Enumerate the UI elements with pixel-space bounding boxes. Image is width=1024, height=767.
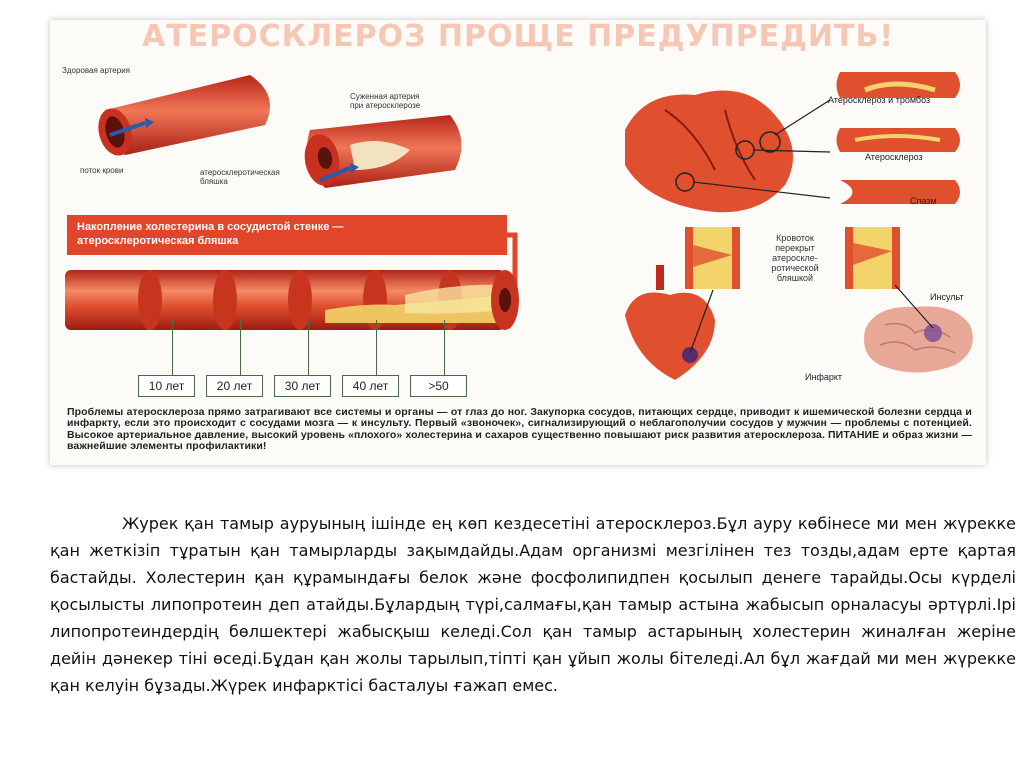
label-atherosclerosis: Атеросклероз (865, 152, 923, 162)
poster-title: АТЕРОСКЛЕРОЗ ПРОЩЕ ПРЕДУПРЕДИТЬ! (141, 20, 895, 54)
atherosclerosis-poster (50, 20, 986, 465)
poster-body-text: Проблемы атеросклероза прямо затрагивают все системы и органы — от глаз до ног. Закупорка сосудов, питающих сердце, приводит к ишемической болезни сердца и инфаркту, если это происходит с сосудами мозга — к инсульту. Первый «звоночек», сигнализирующий о неблагополучии сосудов у мужчин — проблемы с потенцией. Высокое артериальное давление, высокий уровень «плохого» холестерина и сахаров существенно повышают риск развития атеросклероза. ПИТАНИЕ и образ жизни — важнейшие элементы профилактики! (67, 406, 972, 453)
age-label: >50 (410, 375, 467, 397)
label-plaque: атеросклеротическая бляшка (200, 168, 280, 186)
age-label: 30 лет (274, 375, 331, 397)
age-connector (240, 320, 241, 376)
main-paragraph-text: Журек қан тамыр ауруының ішінде ең көп кездесетіні атеросклероз.Бұл ауру көбінесе ми мен жүрекке қан жеткізіп тұратын қан тамырларды зақымдайды.Адам организмі мезгілінен тез тозды,адам ерте қартая бастайды. Холестерин қан құрамындағы белок және фосфолипидпен қосылып денеге тарайды.Осы күрделі қосылысты липопротеин деп атайды.Бұлардың түрі,салмағы,қан тамыр астына жабысып орналасуы әртүрлі.Ірі липопротеиндердің бөлшектері жабысқыш келеді.Сол қан тамыр астарының холестерин жиналған жеріне дейін дәнекер тіні өседі.Бұдан қан жолы тарылып,тіпті қан ұйып жолы бітеледі.Ал бұл жағдай ми мен жүрекке қан келуін бұзады.Жүрек инфарктісі басталуы ғажап емес. (50, 514, 1016, 695)
label-atherosclerosis-thrombosis: Атеросклероз и тромбоз (828, 95, 931, 105)
age-label: 10 лет (138, 375, 195, 397)
label-stroke: Инсульт (930, 292, 964, 302)
age-label: 20 лет (206, 375, 263, 397)
label-narrowed-artery: Суженная артерия при атеросклерозе (350, 92, 421, 110)
cholesterol-banner: Накопление холестерина в сосудистой стенке — атеросклеротическая бляшка (67, 215, 507, 255)
label-blood-flow: поток крови (80, 166, 124, 175)
age-label: 40 лет (342, 375, 399, 397)
label-blood-flow-blocked: Кровоток перекрыт атероскле- ротической бляшкой (771, 233, 819, 283)
age-connector (308, 320, 309, 376)
main-paragraph (50, 510, 1016, 699)
age-connector (376, 320, 377, 376)
age-connector (172, 320, 173, 376)
age-connector (444, 320, 445, 376)
artery-progression-illustration (65, 265, 525, 345)
label-infarction: Инфаркт (805, 372, 843, 382)
label-spasm: Спазм (910, 196, 937, 206)
label-healthy-artery: Здоровая артерия (62, 66, 131, 75)
